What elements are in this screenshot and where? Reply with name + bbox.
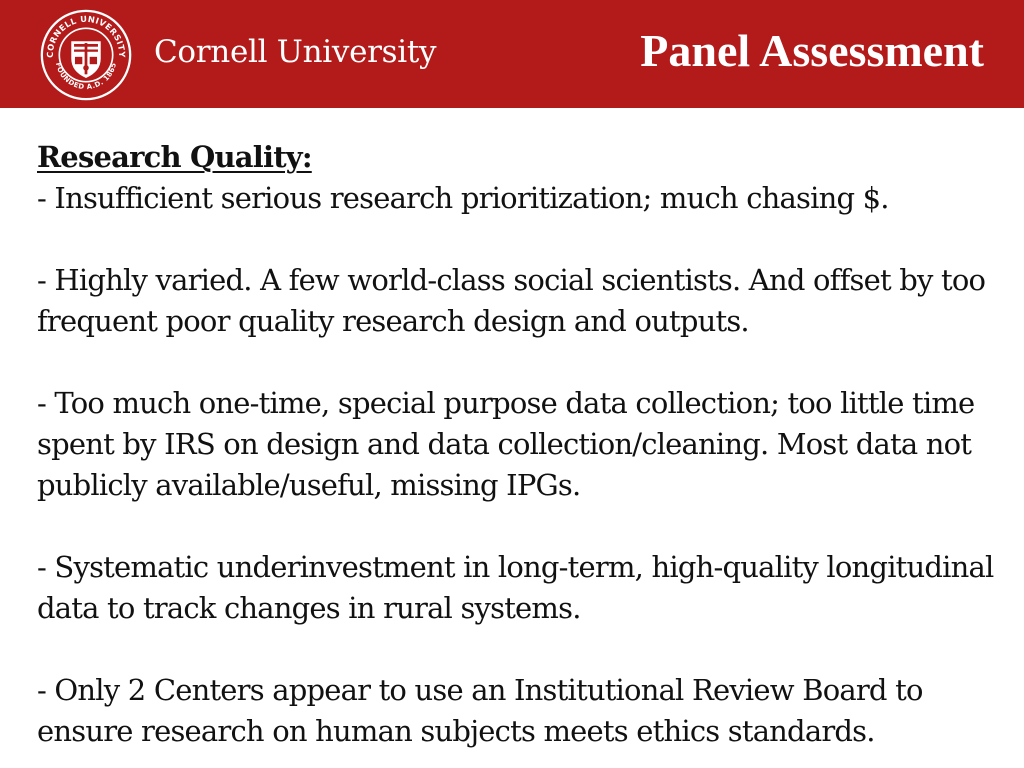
seal-text-top: CORNELL UNIVERSITY [44, 13, 128, 58]
section-heading: Research Quality: [37, 140, 312, 174]
header-bar [0, 0, 1024, 108]
slide-body [37, 137, 997, 752]
bullet-item: - Highly varied. A few world-class social scientists. And offset by too frequent poor quality research design and outputs. [37, 263, 986, 338]
page-title: Panel Assessment [640, 25, 984, 76]
bullet-item: - Too much one-time, special purpose data collection; too little time spent by IRS on design and data collection/cleaning. Most data not publicly available/useful, missing IPGs. [37, 386, 975, 502]
bullet-item: - Only 2 Centers appear to use an Institutional Review Board to ensure research on human subjects meets ethics standards. [37, 673, 923, 748]
bullet-item: - Insufficient serious research prioritization; much chasing $. [37, 181, 889, 215]
bullet-item: - Systematic underinvestment in long-term, high-quality longitudinal data to track changes in rural systems. [37, 550, 994, 625]
seal-text-bottom: FOUNDED A.D. 1865 [53, 61, 119, 92]
brand-wordmark: Cornell University [154, 34, 437, 70]
cornell-seal-logo [40, 9, 132, 101]
